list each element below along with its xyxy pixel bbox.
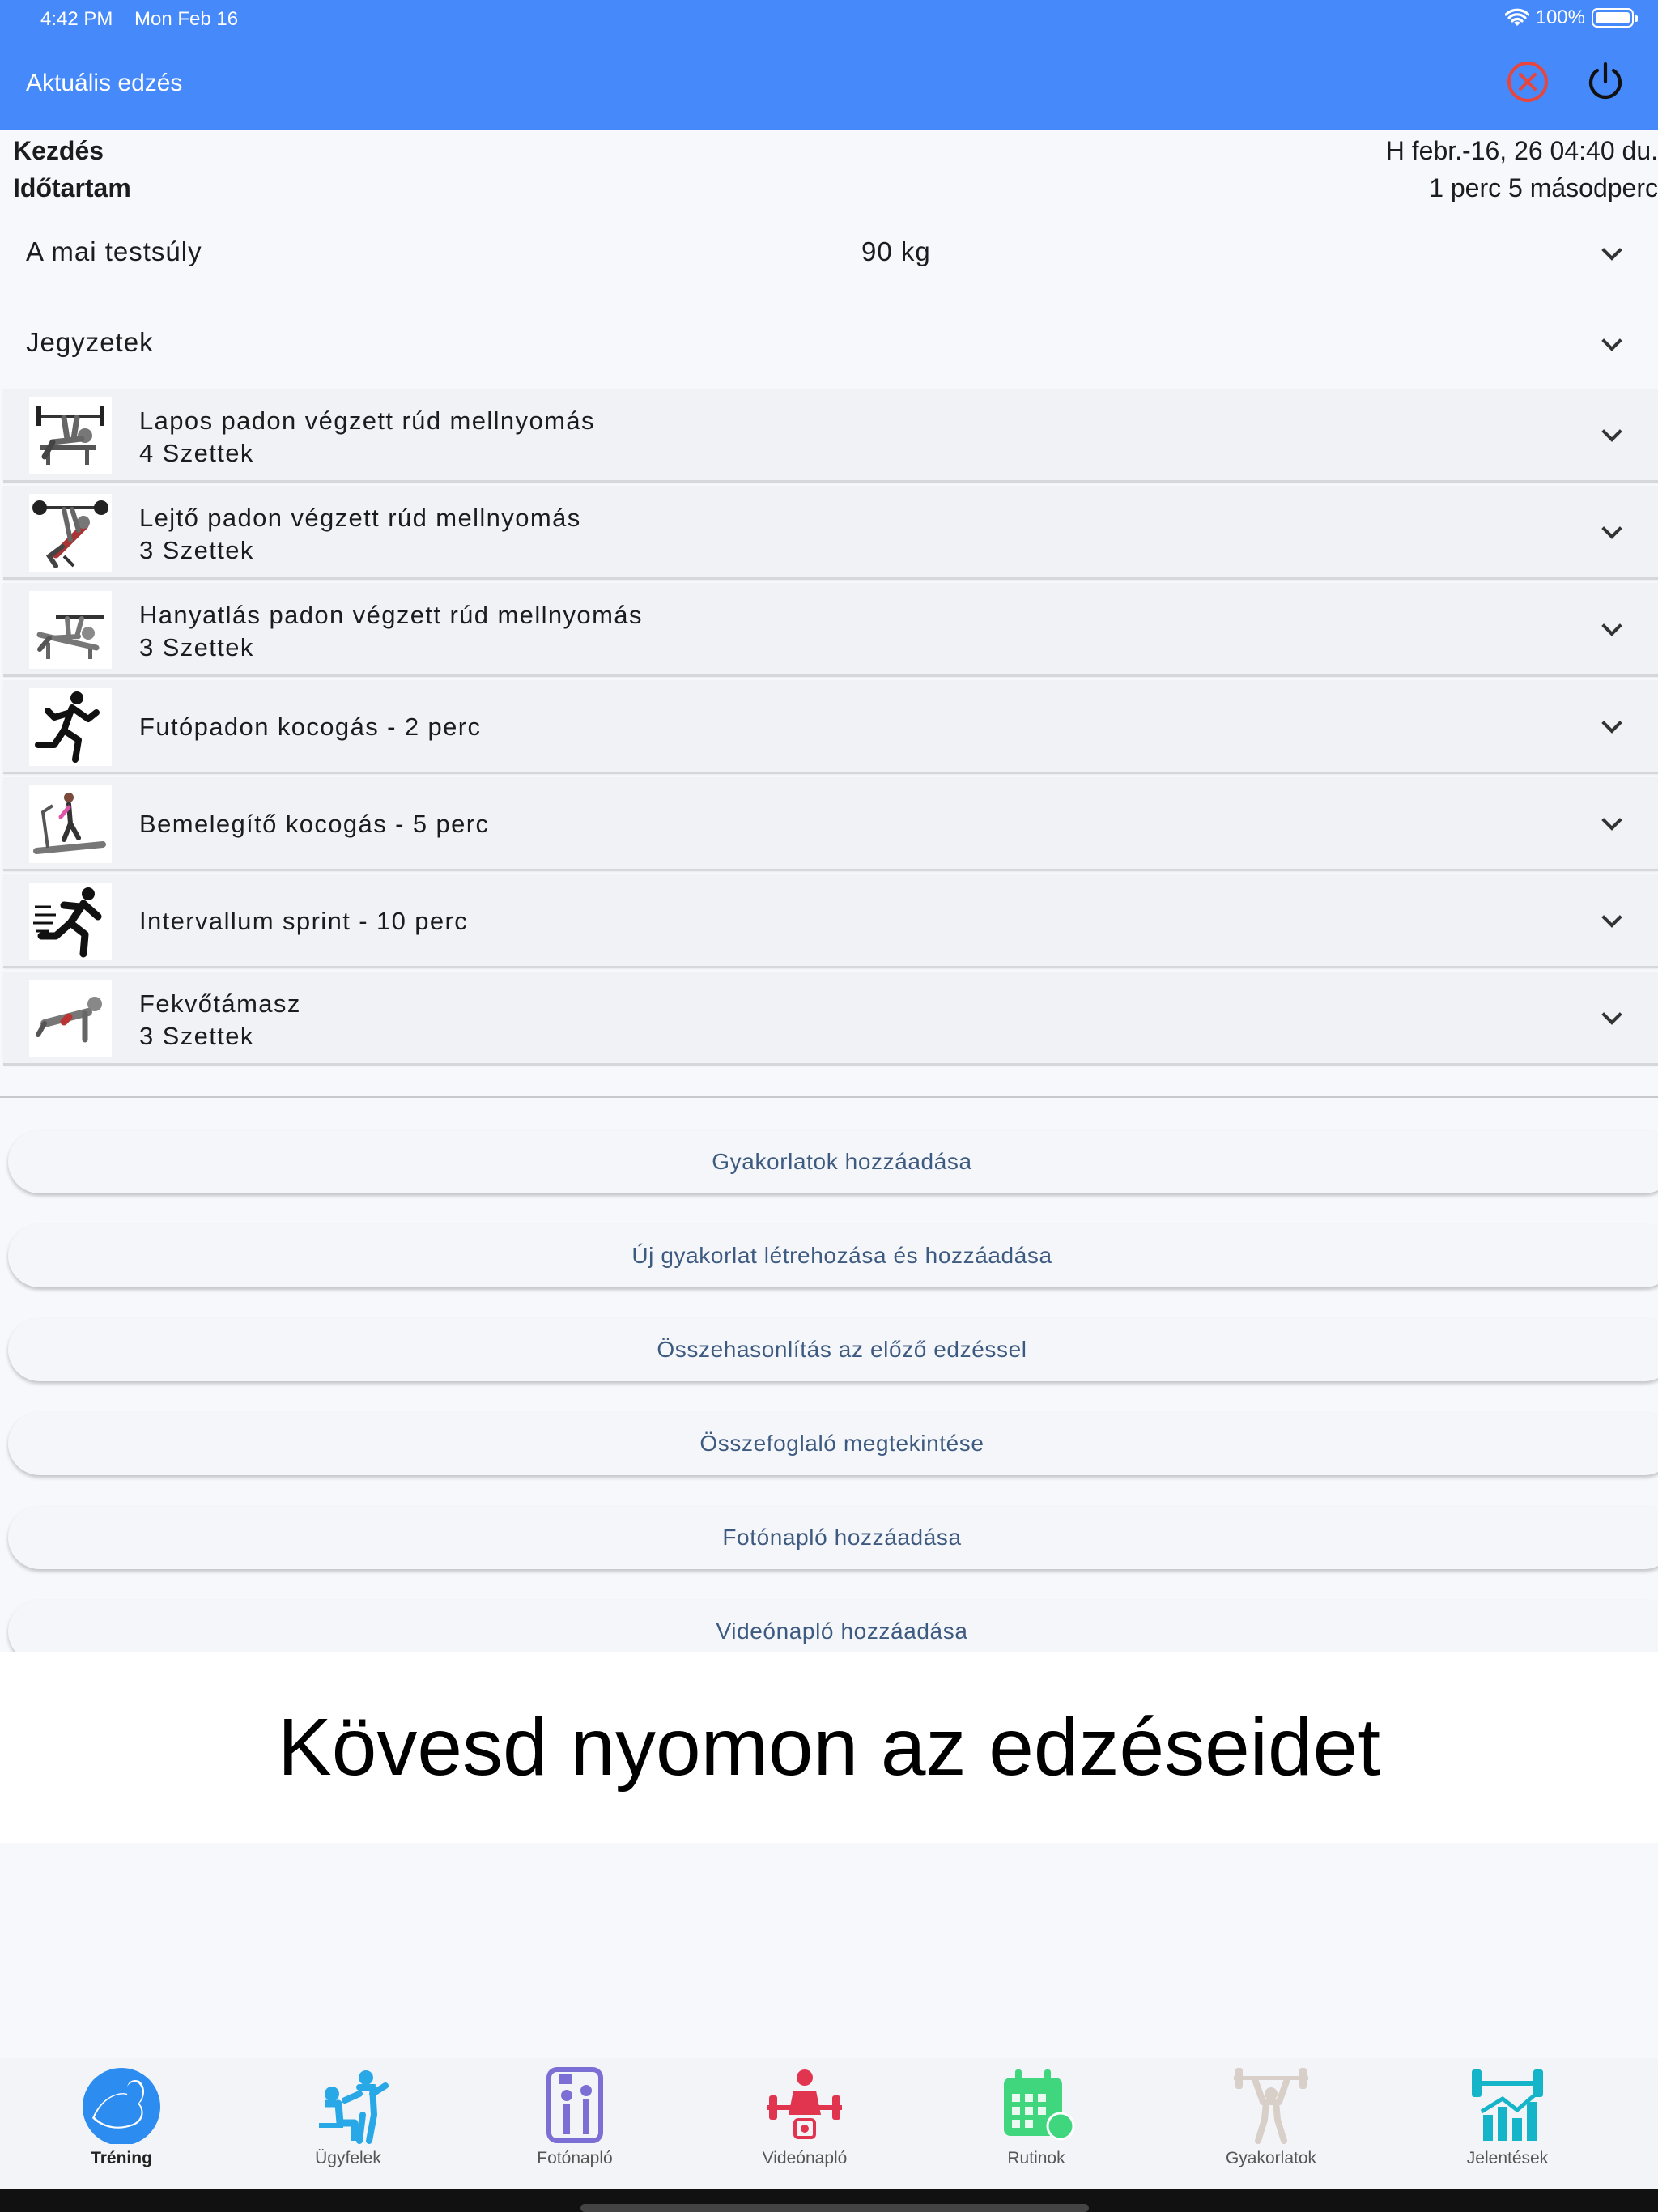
exercise-item[interactable] xyxy=(3,389,1658,483)
divider xyxy=(0,1096,1658,1098)
tab-video-log[interactable] xyxy=(716,2058,894,2172)
cancel-circle-icon xyxy=(1505,59,1550,104)
bicep-icon xyxy=(81,2066,162,2144)
battery-icon xyxy=(1592,8,1634,28)
page-title: Aktuális edzés xyxy=(26,70,183,96)
tab-routines[interactable] xyxy=(947,2058,1125,2172)
exercise-item[interactable] xyxy=(3,583,1658,677)
chevron-down-icon xyxy=(1600,241,1622,264)
exercise-sets: 4 Szettek xyxy=(139,439,254,467)
pushup-icon xyxy=(29,980,112,1057)
exercise-sets: 3 Szettek xyxy=(139,536,254,564)
exercise-name: Hanyatlás padon végzett rúd mellnyomás xyxy=(139,601,643,629)
exercise-item[interactable] xyxy=(3,777,1658,871)
finish-workout-button[interactable] xyxy=(1580,57,1630,107)
cancel-workout-button[interactable] xyxy=(1503,57,1553,107)
promo-caption xyxy=(0,1652,1658,1843)
tab-label: Rutinok xyxy=(1007,2149,1065,2167)
runner-icon xyxy=(29,688,112,766)
tab-reports[interactable] xyxy=(1418,2058,1596,2172)
start-label: Kezdés xyxy=(13,136,104,165)
exercise-name: Futópadon kocogás - 2 perc xyxy=(139,713,482,741)
exercise-name: Bemelegítő kocogás - 5 perc xyxy=(139,810,490,838)
chevron-down-icon xyxy=(1600,714,1622,737)
exercise-item[interactable] xyxy=(3,680,1658,774)
battery-percentage: 100% xyxy=(1535,6,1585,28)
power-icon xyxy=(1584,61,1626,103)
notes-label: Jegyzetek xyxy=(26,327,154,357)
sprinter-icon xyxy=(29,883,112,960)
add-photo-log-button[interactable]: Fotónapló hozzáadása xyxy=(8,1506,1658,1569)
tab-label: Ügyfelek xyxy=(315,2149,381,2167)
bottom-navigation xyxy=(0,2058,1658,2189)
home-indicator[interactable] xyxy=(580,2204,1089,2212)
exercise-name: Lapos padon végzett rúd mellnyomás xyxy=(139,406,595,435)
body-weight-label: A mai testsúly xyxy=(26,236,202,266)
body-weight-row[interactable] xyxy=(0,212,1658,293)
add-video-log-button[interactable]: Videónapló hozzáadása xyxy=(8,1600,1658,1663)
exercise-name: Fekvőtámasz xyxy=(139,989,301,1018)
exercise-name: Lejtő padon végzett rúd mellnyomás xyxy=(139,504,581,532)
view-summary-button[interactable]: Összefoglaló megtekintése xyxy=(8,1412,1658,1475)
lifter-icon xyxy=(1231,2066,1312,2144)
chevron-down-icon xyxy=(1600,908,1622,931)
photo-mirror-icon xyxy=(534,2066,615,2144)
status-indicators xyxy=(1505,6,1634,29)
tab-label: Gyakorlatok xyxy=(1225,2149,1317,2167)
treadmill-icon xyxy=(29,785,112,863)
chevron-down-icon xyxy=(1600,617,1622,640)
bench-press-icon xyxy=(29,397,112,474)
chevron-down-icon xyxy=(1600,811,1622,834)
start-value: H febr.-16, 26 04:40 du. xyxy=(1385,136,1658,165)
barbell-chart-icon xyxy=(1467,2066,1548,2144)
calendar-icon xyxy=(996,2066,1077,2144)
status-time: 4:42 PM xyxy=(40,8,113,30)
tab-label: Tréning xyxy=(91,2149,152,2167)
chevron-down-icon xyxy=(1600,520,1622,542)
app-header xyxy=(0,0,1658,130)
tab-training[interactable] xyxy=(32,2058,210,2172)
chevron-down-icon xyxy=(1600,1006,1622,1028)
status-date: Mon Feb 16 xyxy=(134,8,239,30)
duration-value: 1 perc 5 másodperc xyxy=(1429,173,1658,202)
incline-press-icon xyxy=(29,494,112,572)
exercise-item[interactable] xyxy=(3,972,1658,1066)
exercise-sets: 3 Szettek xyxy=(139,633,254,661)
tab-label: Videónapló xyxy=(762,2149,848,2167)
tab-label: Jelentések xyxy=(1466,2149,1549,2167)
chevron-down-icon xyxy=(1600,423,1622,445)
tab-photo-log[interactable] xyxy=(486,2058,664,2172)
create-exercise-button[interactable]: Új gyakorlat létrehozása és hozzáadása xyxy=(8,1224,1658,1287)
exercise-item[interactable] xyxy=(3,486,1658,580)
caption-text: Kövesd nyomon az edzéseidet xyxy=(278,1701,1380,1793)
duration-label: Időtartam xyxy=(13,173,131,202)
trainer-client-icon xyxy=(308,2066,389,2144)
wifi-icon xyxy=(1505,8,1529,28)
decline-press-icon xyxy=(29,591,112,669)
tab-clients[interactable] xyxy=(259,2058,437,2172)
tab-label: Fotónapló xyxy=(537,2149,613,2167)
body-weight-value: 90 kg xyxy=(861,236,931,266)
weightlifter-video-icon xyxy=(764,2066,845,2144)
status-bar xyxy=(0,0,1658,39)
chevron-down-icon xyxy=(1600,332,1622,355)
exercise-item[interactable] xyxy=(3,874,1658,968)
exercise-sets: 3 Szettek xyxy=(139,1022,254,1050)
add-exercises-button[interactable]: Gyakorlatok hozzáadása xyxy=(8,1130,1658,1193)
tab-exercises[interactable] xyxy=(1182,2058,1360,2172)
notes-row[interactable] xyxy=(0,303,1658,384)
compare-workout-button[interactable]: Összehasonlítás az előző edzéssel xyxy=(8,1318,1658,1381)
exercise-name: Intervallum sprint - 10 perc xyxy=(139,907,469,935)
